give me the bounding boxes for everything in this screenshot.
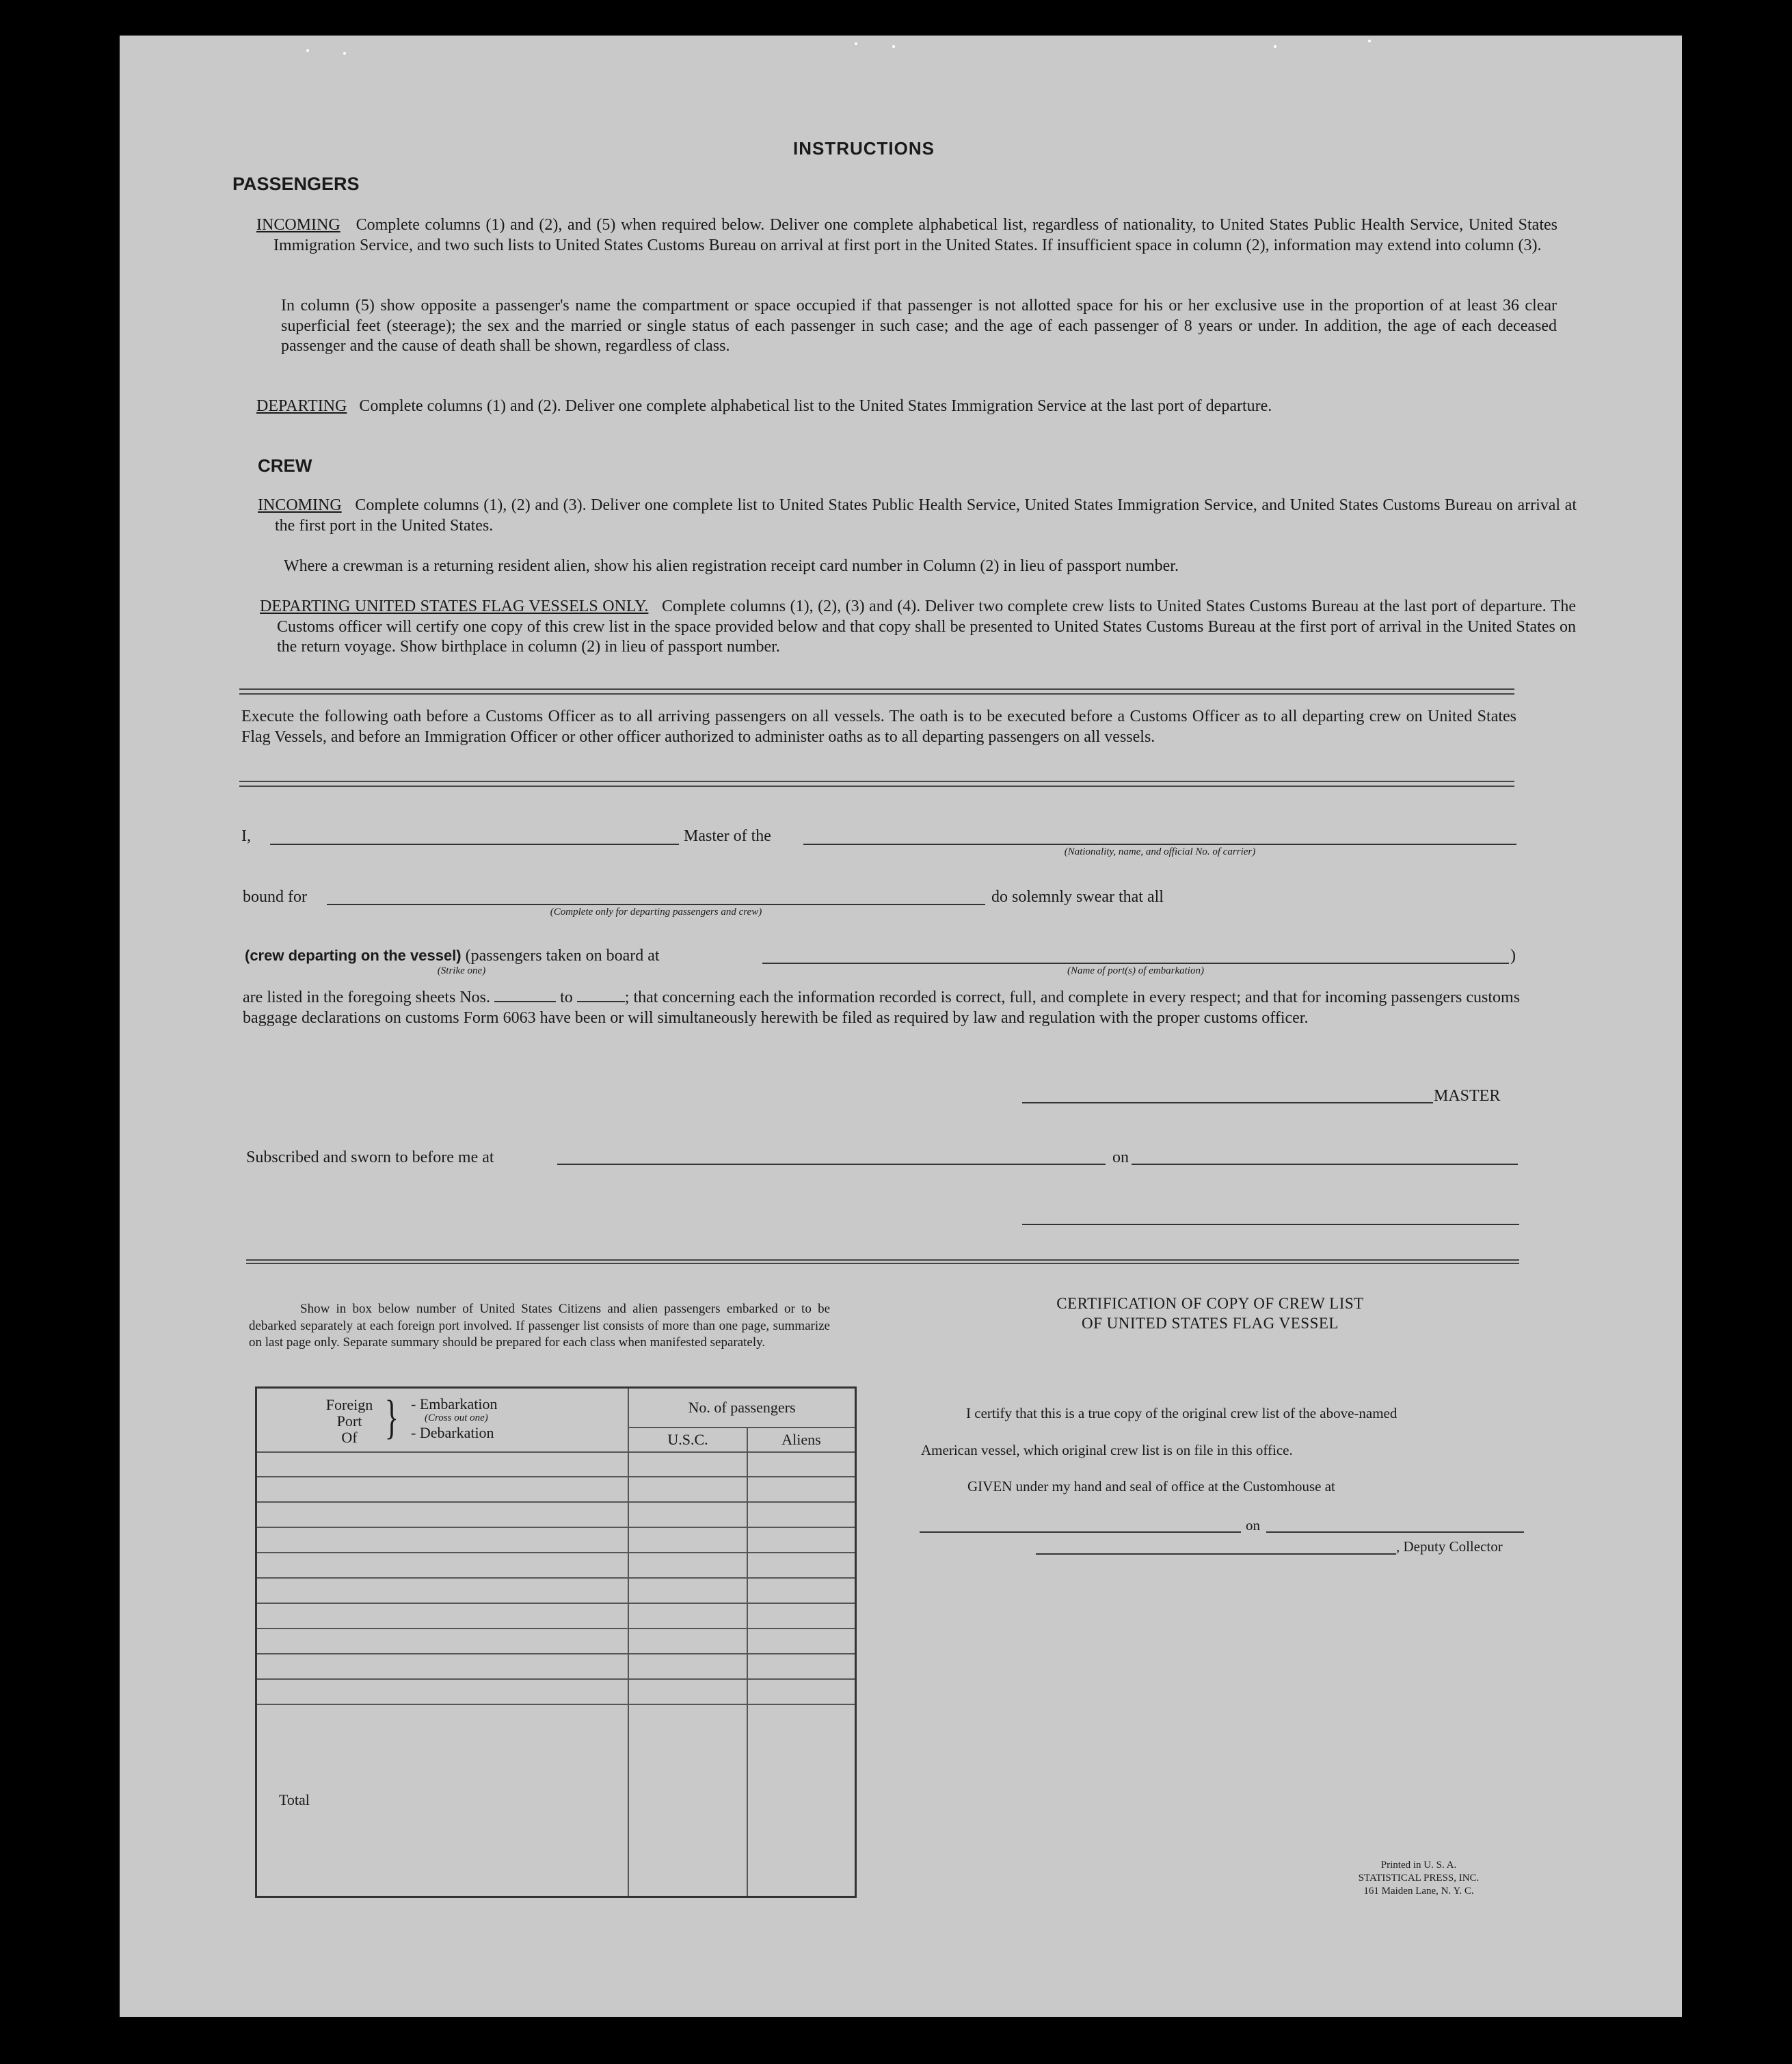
scan-speck [1368, 40, 1371, 42]
printer-line2: STATISTICAL PRESS, INC. [1358, 1873, 1480, 1884]
carrier-caption: (Nationality, name, and official No. of carrier) [1064, 846, 1256, 857]
swear-label: do solemnly swear that all [991, 888, 1164, 906]
oath-i-label: I, [241, 827, 251, 845]
crew-departing-text: (crew departing on the vessel) [245, 947, 462, 964]
port-caption: (Name of port(s) of embarkation) [1067, 965, 1204, 976]
usc-cell[interactable] [628, 1679, 747, 1704]
aliens-cell[interactable] [747, 1654, 856, 1679]
port-cell[interactable] [256, 1553, 629, 1578]
certify-line1: I certify that this is a true copy of the original crew list of the above-named [966, 1405, 1398, 1421]
master-of-the-label: Master of the [684, 827, 771, 845]
total-row [256, 1704, 856, 1897]
crew-departing-label: DEPARTING UNITED STATES FLAG VESSELS ONLY. [260, 598, 649, 615]
usc-cell[interactable] [628, 1502, 747, 1527]
table-row [256, 1629, 856, 1654]
printer-line3: 161 Maiden Lane, N. Y. C. [1363, 1886, 1474, 1897]
form-page [120, 36, 1682, 2017]
cross-out-label: (Cross out one) [425, 1412, 488, 1423]
officer-signature-field[interactable] [1022, 1224, 1519, 1225]
passengers-incoming-text: Complete columns (1) and (2), and (5) when required below. Deliver one complete alphabetical list, regardless of nationality, to United States Public Health Service, United States Immigration Service, and two such lists to United States Customs Bureau on arrival at first port in the United States. If insufficient space in column (2), information may extend into column (3). [273, 216, 1557, 254]
of-label: Of [341, 1429, 358, 1446]
master-signature-field[interactable] [1022, 1102, 1433, 1103]
customhouse-field[interactable] [920, 1531, 1241, 1533]
port-cell[interactable] [256, 1477, 629, 1502]
passenger-summary-table [255, 1386, 857, 1898]
scan-speck [892, 45, 895, 48]
listed-suffix: ; that concerning each the information recorded is correct, full, and complete in every respect; and that for incoming passengers customs baggage declarations on customs Form 6063 have been or will simultaneously herewith be filed as required by law and regulation with the proper customs officer. [243, 989, 1521, 1027]
passengers-incoming-paragraph [256, 215, 1557, 256]
crew-resident-paragraph: Where a crewman is a returning resident alien, show his alien registration receipt card number in Column (2) in lieu of passport number. [284, 557, 1179, 575]
table-row [256, 1553, 856, 1578]
crew-incoming-label: INCOMING [258, 496, 342, 514]
printer-line1: Printed in U. S. A. [1380, 1860, 1457, 1871]
port-cell[interactable] [256, 1629, 629, 1654]
aliens-cell[interactable] [747, 1578, 856, 1603]
deputy-signature-field[interactable] [1036, 1553, 1396, 1555]
port-field[interactable] [762, 963, 1509, 964]
port-label: Port [336, 1412, 362, 1430]
oath-intro-paragraph: Execute the following oath before a Customs Officer as to all arriving passengers on all vessels. The oath is to be executed before a Customs Officer as to all departing crew on United States Flag Vessels, and before an Immigration Officer or other officer authorized to administer oaths as to all departing passengers on all vessels. [241, 708, 1516, 746]
bound-for-label: bound for [243, 888, 307, 906]
printer-imprint [1309, 1859, 1528, 1898]
usc-cell[interactable] [628, 1654, 747, 1679]
passengers-incoming-label: INCOMING [256, 216, 340, 234]
usc-cell[interactable] [628, 1452, 747, 1477]
deputy-collector-label: , Deputy Collector [1396, 1538, 1503, 1555]
table-row [256, 1527, 856, 1553]
table-row [256, 1679, 856, 1704]
subscribed-label: Subscribed and sworn to before me at [246, 1149, 494, 1166]
total-aliens-cell[interactable] [747, 1704, 856, 1897]
usc-header: U.S.C. [628, 1428, 747, 1452]
to-label: to [560, 989, 573, 1006]
port-cell[interactable] [256, 1527, 629, 1553]
listed-paragraph [243, 988, 1520, 1028]
summary-instructions: Show in box below number of United States Citizens and alien passengers embarked or to be debarked separately at each foreign port involved. If passenger list consists of more than one page, summarize on last page only. Separate summary should be prepared for each class when manifested separately. [249, 1302, 830, 1350]
total-usc-cell[interactable] [628, 1704, 747, 1897]
usc-cell[interactable] [628, 1603, 747, 1629]
port-cell[interactable] [256, 1452, 629, 1477]
aliens-cell[interactable] [747, 1502, 856, 1527]
scan-speck [855, 42, 857, 45]
scan-speck [343, 52, 346, 55]
strike-one-caption: (Strike one) [437, 965, 486, 976]
bound-for-field[interactable] [327, 904, 985, 905]
table-row [256, 1477, 856, 1502]
divider-1 [239, 688, 1514, 695]
usc-cell[interactable] [628, 1477, 747, 1502]
carrier-field[interactable] [803, 844, 1516, 845]
foreign-label: Foreign [325, 1396, 373, 1413]
listed-prefix: are listed in the foregoing sheets Nos. [243, 989, 491, 1006]
certification-title-line2: OF UNITED STATES FLAG VESSEL [1082, 1315, 1339, 1332]
brace-icon: } [384, 1391, 399, 1444]
port-cell[interactable] [256, 1679, 629, 1704]
port-cell[interactable] [256, 1654, 629, 1679]
total-label: Total [256, 1704, 629, 1897]
passengers-departing-paragraph [256, 397, 1575, 417]
passengers-taken-text: (passengers taken on board at [465, 947, 660, 965]
usc-cell[interactable] [628, 1553, 747, 1578]
aliens-header: Aliens [747, 1428, 856, 1452]
passengers-departing-text: Complete columns (1) and (2). Deliver one complete alphabetical list to the United States Immigration Service at the last port of departure. [359, 397, 1272, 415]
certify-line2: American vessel, which original crew list is on file in this office. [921, 1442, 1293, 1458]
crew-departing-option [245, 947, 660, 965]
master-label: MASTER [1434, 1087, 1501, 1105]
aliens-cell[interactable] [747, 1527, 856, 1553]
no-of-passengers-header: No. of passengers [628, 1388, 856, 1428]
passengers-departing-label: DEPARTING [256, 397, 347, 415]
port-cell[interactable] [256, 1502, 629, 1527]
certification-on-label: on [1246, 1517, 1260, 1533]
crew-incoming-text: Complete columns (1), (2) and (3). Deliver one complete list to United States Public Health Service, United States Immigration Service, and United States Customs Bureau on arrival at the first port in the United States. [275, 496, 1577, 535]
table-row [256, 1578, 856, 1603]
embarkation-label: - Embarkation [411, 1395, 498, 1412]
table-row [256, 1603, 856, 1629]
aliens-cell[interactable] [747, 1629, 856, 1654]
scan-speck [1274, 45, 1276, 48]
bound-caption: (Complete only for departing passengers and crew) [550, 907, 762, 917]
subscribed-date-field[interactable] [1132, 1164, 1518, 1165]
table-row [256, 1502, 856, 1527]
aliens-cell[interactable] [747, 1679, 856, 1704]
subscribed-place-field[interactable] [557, 1164, 1106, 1165]
passengers-heading: PASSENGERS [232, 174, 360, 194]
foreign-port-header [256, 1388, 629, 1452]
close-paren: ) [1510, 947, 1516, 965]
crew-departing-paragraph [260, 597, 1576, 658]
master-name-field[interactable] [270, 844, 679, 845]
scan-speck [306, 49, 309, 52]
aliens-cell[interactable] [747, 1452, 856, 1477]
certification-date-field[interactable] [1266, 1531, 1524, 1533]
port-cell[interactable] [256, 1578, 629, 1603]
usc-cell[interactable] [628, 1527, 747, 1553]
instructions-title: INSTRUCTIONS [793, 138, 935, 159]
subscribed-on-label: on [1112, 1149, 1129, 1166]
aliens-cell[interactable] [747, 1603, 856, 1629]
divider-3 [246, 1259, 1519, 1264]
usc-cell[interactable] [628, 1578, 747, 1603]
crew-incoming-paragraph [258, 496, 1577, 536]
table-row [256, 1452, 856, 1477]
divider-2 [239, 781, 1514, 787]
given-line: GIVEN under my hand and seal of office at the Customhouse at [967, 1478, 1335, 1495]
certification-title-line1: CERTIFICATION OF COPY OF CREW LIST [1056, 1295, 1364, 1312]
table-row [256, 1654, 856, 1679]
crew-departing-text: Complete columns (1), (2), (3) and (4). Deliver two complete crew lists to United States Customs Bureau at the last port of departure. The Customs officer will certify one copy of this crew list in the space provided below and that copy shall be presented to United States Customs Bureau at the first port of arrival in the United States on the return voyage. Show birthplace in column (2) in lieu of passport number. [277, 598, 1577, 656]
aliens-cell[interactable] [747, 1553, 856, 1578]
usc-cell[interactable] [628, 1629, 747, 1654]
certification-title [991, 1294, 1429, 1333]
debarkation-label: - Debarkation [411, 1424, 494, 1441]
sheet-to-field[interactable] [577, 1001, 625, 1002]
column5-paragraph: In column (5) show opposite a passenger's name the compartment or space occupied if that passenger is not allotted space for his or her exclusive use in the proportion of at least 36 clear superficial feet (steerage); the sex and the married or single status of each passenger in such case; and the age of each passenger of 8 years or under. In addition, the age of each deceased passenger and the cause of death shall be shown, regardless of class. [281, 297, 1557, 355]
crew-heading: CREW [258, 455, 312, 476]
sheet-from-field[interactable] [494, 1001, 556, 1002]
port-cell[interactable] [256, 1603, 629, 1629]
aliens-cell[interactable] [747, 1477, 856, 1502]
